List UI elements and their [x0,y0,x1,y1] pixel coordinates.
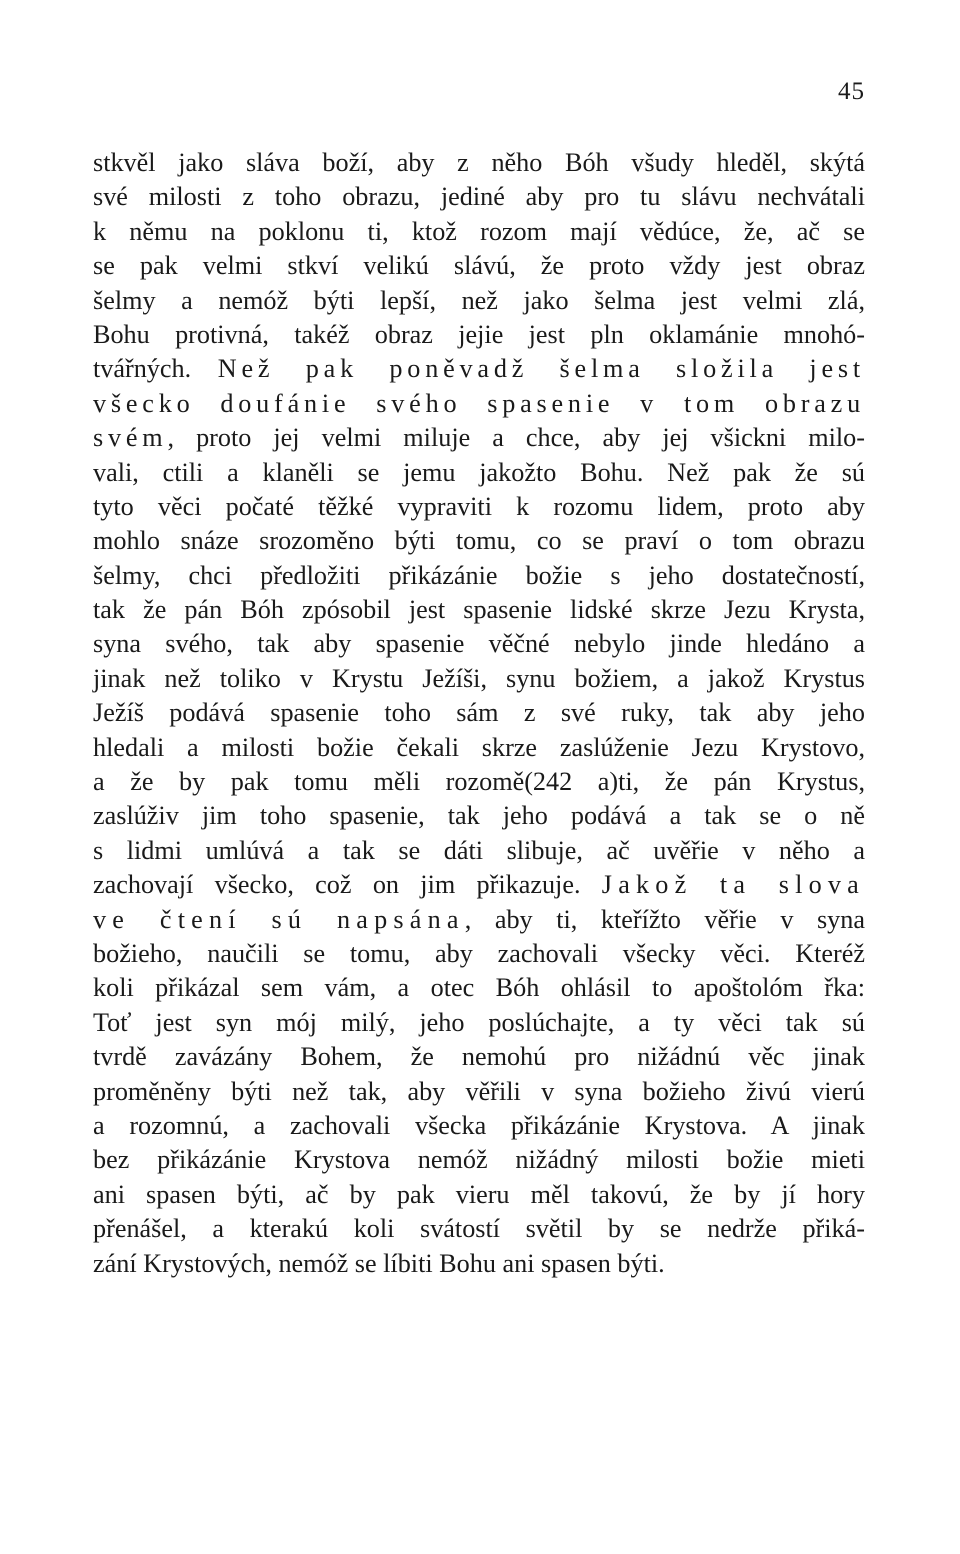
text-segment: tvářných. [93,354,218,384]
text-line [93,696,865,730]
text-segment: šelmy, chci předložiti přikázánie božie s jeho dostatečností, [93,560,865,590]
text-segment: , proto jej velmi miluje a chce, aby jej všickni milo- [167,423,865,453]
text-segment: Ježíš podává spasenie toho sám z své ruky, tak aby jeho [93,698,865,728]
text-segment: vali, ctili a klaněli se jemu jakožto Bohu. Než pak že sú [93,457,865,487]
text-line [93,490,865,524]
spaced-emphasis-text: všecko doufánie svého spasenie v tom obrazu [93,388,865,418]
text-line [93,765,865,799]
text-segment: koli přikázal sem vám, a otec Bóh ohlásil to apoštolóm řka: [93,973,865,1003]
text-segment: se pak velmi stkví velikú slávú, že proto vždy jest obraz [93,251,865,281]
text-segment: , aby ti, kteřížto věřie v syna [464,904,865,934]
text-segment: mohlo snáze srozoměno býti tomu, co se praví o tom obrazu [93,526,865,556]
text-line [93,1006,865,1040]
text-line [93,937,865,971]
text-segment: tak že pán Bóh zpósobil jest spasenie lidské skrze Jezu Krysta, [93,595,865,625]
text-line [93,1247,865,1281]
text-segment: bez přikázánie Krystova nemóž nižádný milosti božie mieti [93,1145,865,1175]
text-segment: jinak než toliko v Krystu Ježíši, synu božiem, a jakož Krystus [93,663,865,693]
text-line [93,524,865,558]
text-segment: ani spasen býti, ač by pak vieru měl takovú, že by jí hory [93,1179,865,1209]
text-line [93,971,865,1005]
text-line [93,627,865,661]
text-segment: tvrdě zavázány Bohem, že nemohú pro nižádnú věc jinak [93,1042,865,1072]
text-segment: hledali a milosti božie čekali skrze zaslúženie Jezu Krystovo, [93,732,865,762]
text-line [93,421,865,455]
text-segment: zachovají všecko, což on jim přikazuje. [93,870,602,900]
text-segment: Toť jest syn mój milý, jeho poslúchajte, a ty věci tak sú [93,1007,865,1037]
text-segment: šelmy a nemóž býti lepší, než jako šelma jest velmi zlá, [93,285,865,315]
text-segment: a rozomnú, a zachovali všecka přikázánie Krystova. A jinak [93,1110,865,1140]
text-segment: a že by pak tomu měli rozomě(242 a)ti, že pán Krystus, [93,767,865,797]
text-line [93,387,865,421]
text-line [93,834,865,868]
text-segment: přenášel, a kterakú koli svátostí světil by se nedrže přiká- [93,1214,865,1244]
spaced-emphasis-text: svém [93,423,168,453]
text-line [93,352,865,386]
text-segment: proměněny býti než tak, aby věřili v syna božieho živú vierú [93,1076,865,1106]
text-segment: své milosti z toho obrazu, jediné aby pro tu slávu nechvátali [93,182,865,212]
text-line [93,1178,865,1212]
text-line [93,284,865,318]
text-segment: stkvěl jako sláva boží, aby z něho Bóh všudy hleděl, skýtá [93,148,865,177]
spaced-emphasis-text: Jakož ta slova [601,870,865,900]
text-line [93,868,865,902]
text-line [93,1212,865,1246]
spaced-emphasis-text: ve čtení sú napsána [93,904,465,934]
text-line [93,1109,865,1143]
text-line [93,1075,865,1109]
text-segment: Bohu protivná, takéž obraz jejie jest pln oklamánie mnohó- [93,319,865,349]
text-line [93,593,865,627]
text-line [93,731,865,765]
text-line [93,146,865,180]
text-line [93,662,865,696]
text-line [93,1143,865,1177]
text-segment: s lidmi umlúvá a tak se dáti slibuje, ač uvěřie v něho a [93,835,865,865]
text-line [93,903,865,937]
text-segment: zání Krystových, nemóž se líbiti Bohu ani spasen býti. [93,1248,665,1278]
text-segment: božieho, naučili se tomu, aby zachovali všecky věci. Kteréž [93,938,865,968]
text-segment: syna svého, tak aby spasenie věčné nebylo jinde hledáno a [93,629,865,659]
body-text [93,146,865,1281]
text-line [93,456,865,490]
spaced-emphasis-text: Než pak poněvadž šelma složila jest [217,354,865,384]
text-line [93,180,865,214]
text-segment: zaslúživ jim toho spasenie, tak jeho podává a tak se o ně [93,801,865,831]
text-line [93,249,865,283]
text-line [93,215,865,249]
text-line [93,318,865,352]
text-line [93,799,865,833]
text-line [93,1040,865,1074]
page-number: 45 [838,78,865,105]
text-segment: k němu na poklonu ti, ktož rozom mají vědúce, že, ač se [93,216,865,246]
text-segment: tyto věci počaté těžké vypraviti k rozomu lidem, proto aby [93,491,865,521]
text-line [93,559,865,593]
